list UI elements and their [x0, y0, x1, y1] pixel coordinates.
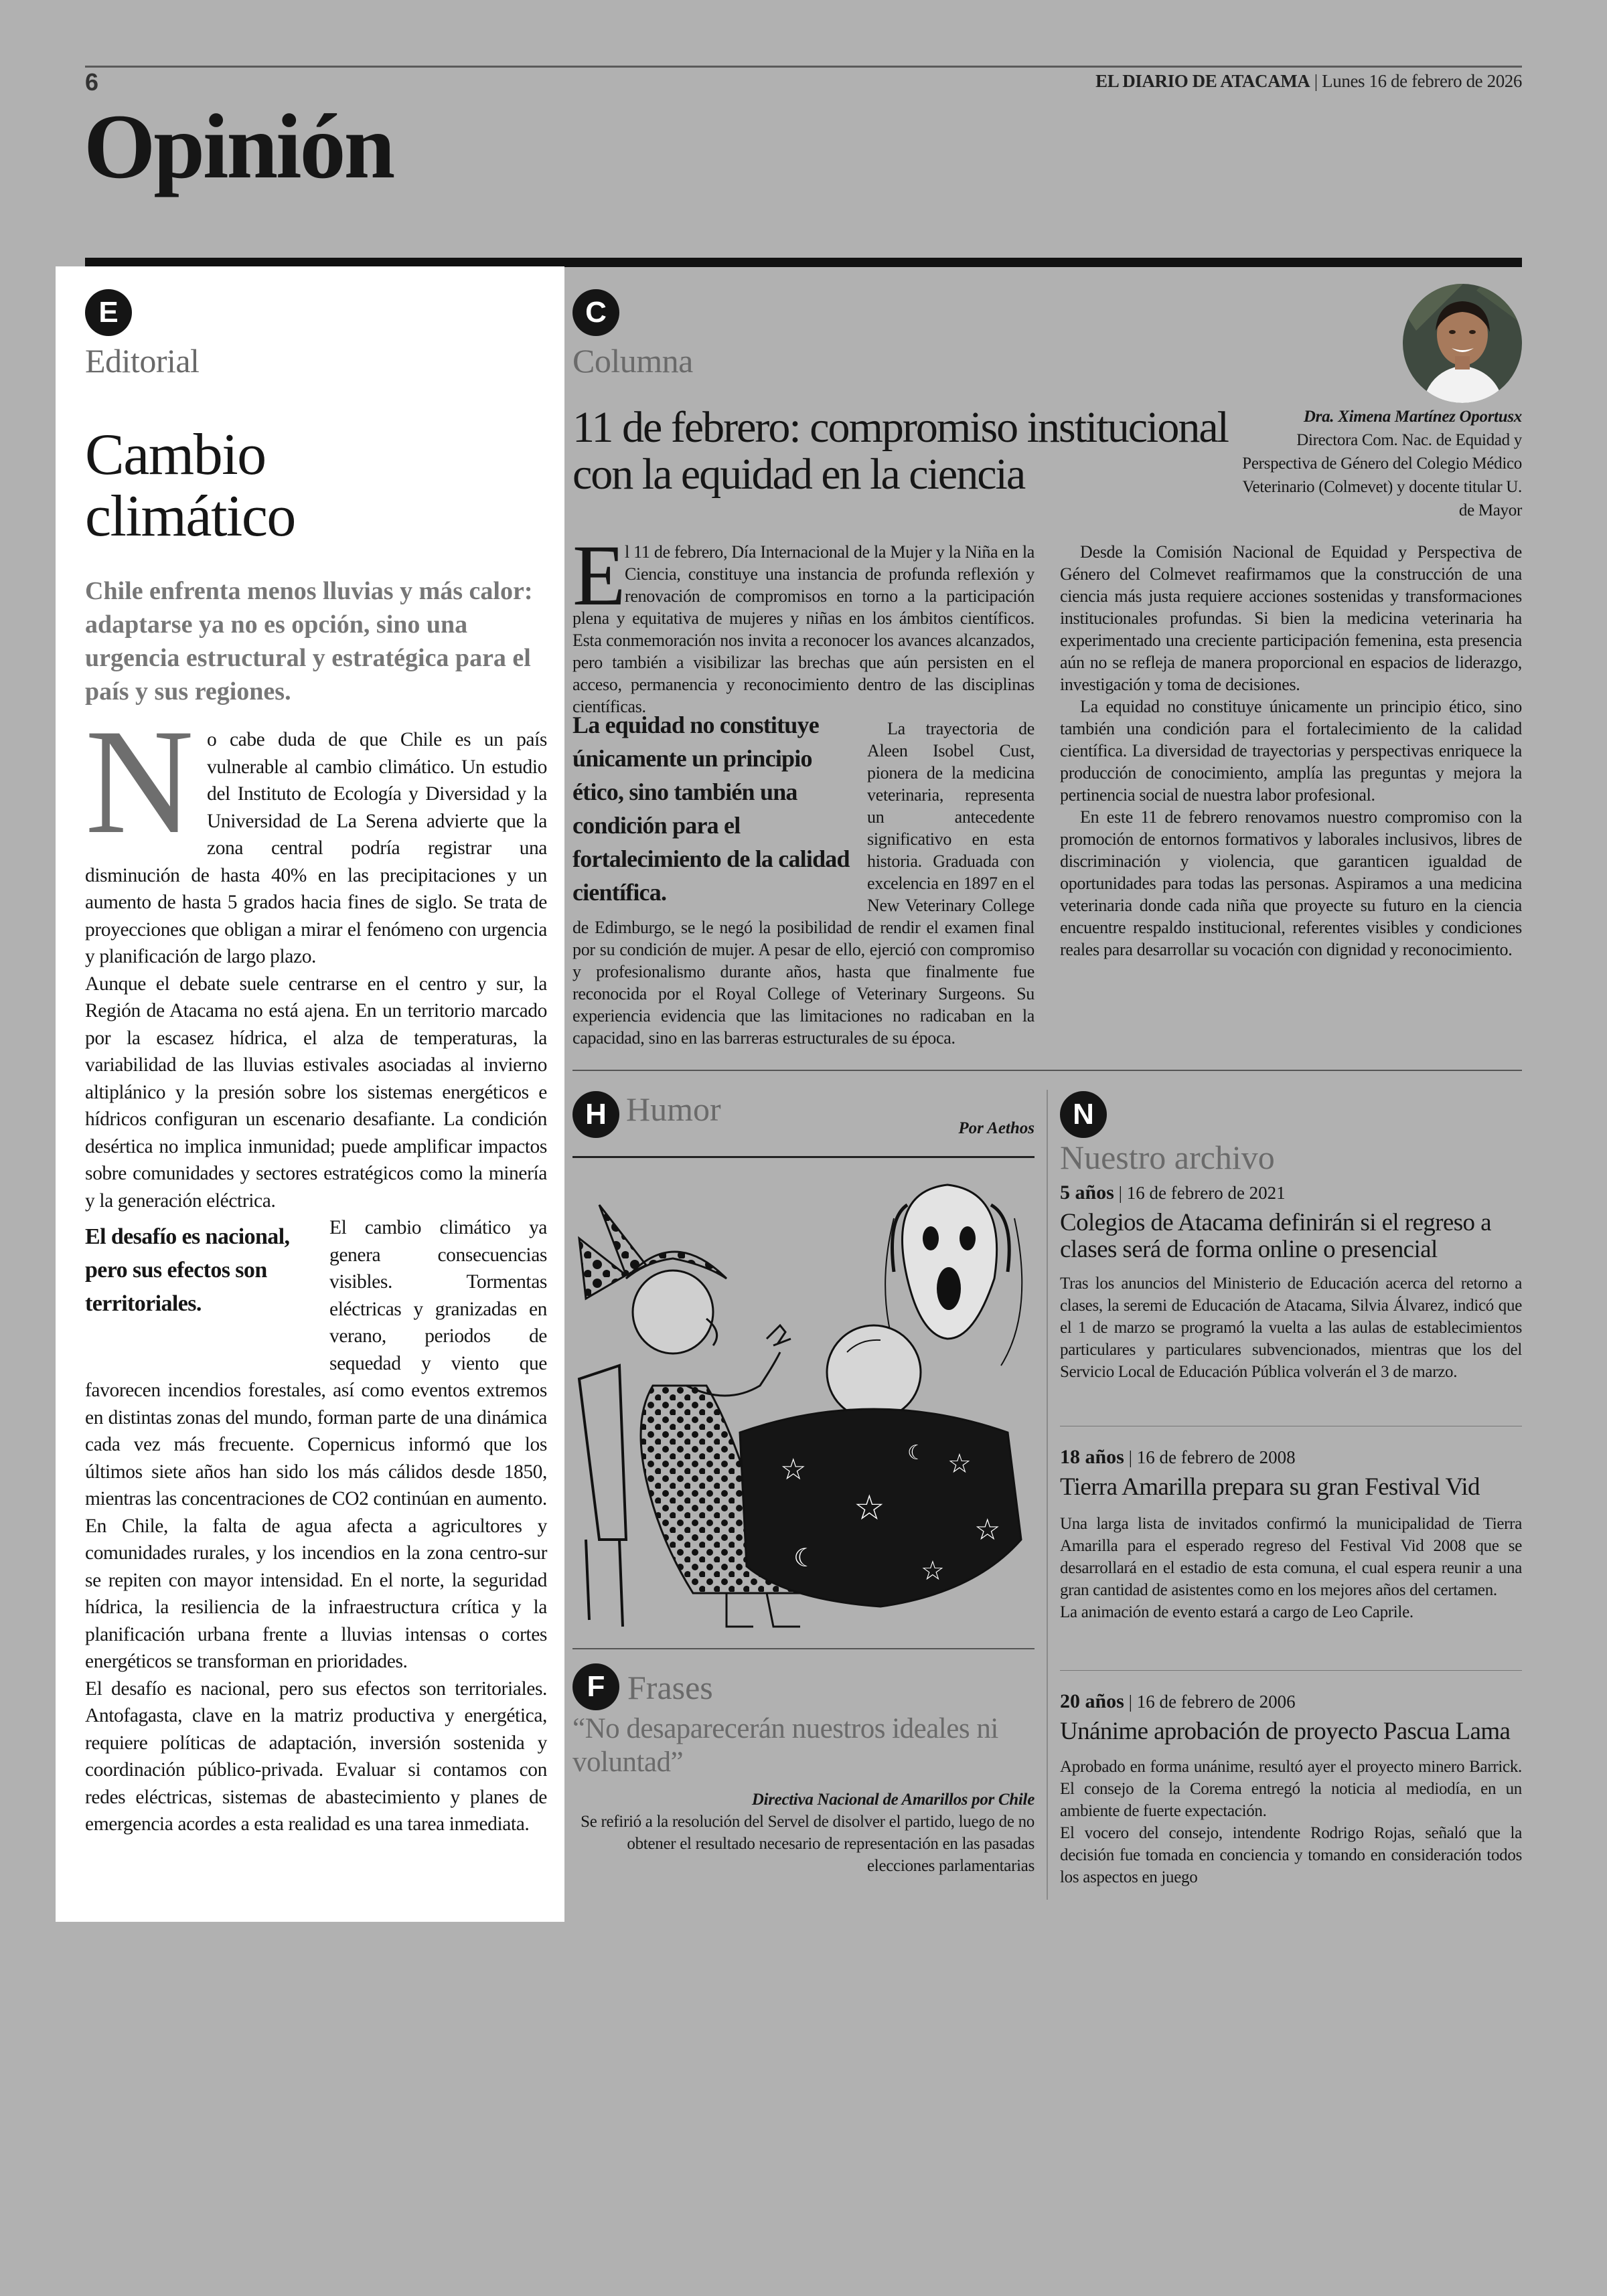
svg-text:☾: ☾: [907, 1441, 925, 1465]
archive-title: Unánime aprobación de proyecto Pascua Lama: [1060, 1718, 1511, 1745]
cartoon-illustration: [572, 1165, 1035, 1633]
archive-title: Tierra Amarilla prepara su gran Festival Vid: [1060, 1473, 1480, 1501]
column-paragraph-text: l 11 de febrero, Día Internacional de la Mujer y la Niña en la Ciencia, constituye una instancia de profunda reflexión y renovación de compromisos en torno a la participación plena y equitativa de mujeres y niñas en los ámbitos científicos. Esta conmemoración nos invita a reconocer los avances alcanzados, pero también a visibilizar las brechas que aún persisten en el acceso, permanencia y reconocimiento dentro de las disciplinas científicas.: [572, 542, 1035, 716]
column-paragraph: Desde la Comisión Nacional de Equidad y Perspectiva de Género del Colmevet reafirmamos que la construcción de una ciencia más justa requiere acciones sostenidas y transformaciones institucionales profundas. Si bien la medicina veterinaria ha experimentado una creciente participación femenina, esta presencia aún no se refleja de manera proporcional en espacios de liderazgo, investigación y toma de decisiones.: [1060, 542, 1522, 694]
editorial-title: [85, 424, 295, 548]
archive-years: 18 años: [1060, 1446, 1124, 1468]
archive-item-header: 20 años | 16 de febrero de 2006: [1060, 1690, 1296, 1712]
editorial-paragraph: Aunque el debate suele centrarse en el centro y sur, la Región de Atacama no está ajena. En un territorio marcado por la escasez hídrica, el alza de temperaturas, la variabilidad de las lluvias estivales asociadas al invierno altiplánico y la presión sobre los sistemas energéticos e hídricos configuran un escenario desafiante. La condición desértica no implica inmunidad; puede amplificar impactos sobre comunidades y sectores estratégicos como la minería y la generación eléctrica.: [85, 973, 547, 1212]
column-title: 11 de febrero: compromiso institucional con la equidad en la ciencia: [572, 403, 1228, 499]
archive-years: 5 años: [1060, 1181, 1114, 1204]
masthead: [1095, 71, 1522, 92]
column-author: [1241, 405, 1522, 522]
column-dropcap: E: [572, 541, 626, 624]
column-paragraph: La trayectoria de Aleen Isobel Cust, pionera de la medicina veterinaria, representa un antecedente significativo en esta historia. Graduada con excelencia en 1897 en el New Veterinary College de Edimburgo, se le negó la posibilidad de rendir el examen final por su condición de mujer. A pesar de ello, ejerció con compromiso y profesionalismo durante años, hasta que finalmente fue reconocida por el Royal College of Veterinary Surgeons. Su experiencia evidencia que las limitaciones no radicaban en la capacidad, sino en las barreras estructurales de su época.: [572, 719, 1035, 1048]
column-bottom-rule: [572, 1070, 1522, 1071]
editorial-title-line: climático: [85, 484, 295, 549]
humor-rule: [572, 1156, 1035, 1158]
editorial-lead: Chile enfrenta menos lluvias y más calor: adaptarse ya no es opción, sino una urgencia estructural y estratégica para el país y sus regiones.: [85, 577, 533, 706]
column-text-right: [1060, 541, 1522, 961]
section-rule: [85, 258, 1522, 267]
frases-badge: F: [572, 1663, 619, 1710]
paper-name: EL DIARIO DE ATACAMA: [1095, 71, 1310, 91]
archive-body: Aprobado en forma unánime, resultó ayer el proyecto minero Barrick. El consejo de la Corema entregó la noticia al mediodía, en un ambiente de fuerte expectación.: [1060, 1758, 1522, 1820]
top-rule: [85, 66, 1522, 68]
archive-years: 20 años: [1060, 1690, 1124, 1712]
humor-credit: Por Aethos: [958, 1119, 1035, 1137]
archive-rule: [1060, 1670, 1522, 1671]
frases-quote: “No desaparecerán nuestros ideales ni voluntad”: [572, 1713, 998, 1778]
editorial-pull-quote: El desafío es nacional, pero sus efectos son territoriales.: [85, 1224, 290, 1316]
author-role: Directora Com. Nac. de Equidad y Perspectiva de Género del Colegio Médico Veterinario (Colmevet) y docente titular U. de Mayor: [1242, 431, 1522, 519]
editorial-kicker: Editorial: [85, 342, 200, 380]
editorial-paragraph: El desafío es nacional, pero sus efectos son territoriales. Antofagasta, clave en la matriz productiva y energética, requiere políticas de adaptación, inversión sostenida y coordinación público-privada. Evaluar si contamos con redes eléctricas, sistemas de abastecimiento y planes de emergencia acordes a esta realidad es una tarea inmediata.: [85, 1677, 547, 1835]
svg-text:☆: ☆: [780, 1453, 807, 1487]
svg-text:☆: ☆: [921, 1556, 945, 1586]
editorial-dropcap: N: [85, 698, 194, 865]
frases-source: Directiva Nacional de Amarillos por Chile: [751, 1791, 1035, 1809]
archive-badge: N: [1060, 1091, 1107, 1138]
column-paragraph: La equidad no constituye únicamente un principio ético, sino también una condición para el fortalecimiento de la calidad científica. La diversidad de trayectorias y perspectivas enriquece la producción de conocimiento, amplía las preguntas y mejora la pertinencia social de nuestra labor profesional.: [1060, 697, 1522, 805]
archive-date: 16 de febrero de 2008: [1136, 1447, 1296, 1467]
archive-date: 16 de febrero de 2021: [1126, 1183, 1286, 1203]
archive-date: 16 de febrero de 2006: [1136, 1692, 1296, 1712]
svg-text:☾: ☾: [793, 1543, 817, 1572]
archive-item-header: 18 años | 16 de febrero de 2008: [1060, 1446, 1296, 1468]
archive-item: [1060, 1447, 1522, 1623]
humor-badge: H: [572, 1091, 619, 1138]
archive-kicker: Nuestro archivo: [1060, 1139, 1275, 1176]
frases-context: Se refirió a la resolución del Servel de disolver el partido, luego de no obtener el resultado necesario de representación en las pasadas elecciones parlamentarias: [581, 1813, 1035, 1875]
issue-date: Lunes 16 de febrero de 2026: [1322, 71, 1522, 91]
archive-body: La animación de evento estará a cargo de Leo Caprile.: [1060, 1603, 1413, 1621]
column-kicker: Columna: [572, 342, 693, 380]
column-paragraph: En este 11 de febrero renovamos nuestro compromiso con la promoción de entornos formativos y laborales inclusivos, libres de discriminación y violencia, que garanticen igualdad de oportunidades para todas las personas. Aspiramos a una medicina veterinaria donde cada niña que proyecte su futuro en la ciencia encuentre respaldo institucional, referentes visibles y condiciones reales para desarrollar su vocación con dignidad y reconocimiento.: [1060, 807, 1522, 959]
column-badge: C: [572, 289, 619, 336]
archive-body: Tras los anuncios del Ministerio de Educación acerca del retorno a clases, la seremi de Educación de Atacama, Silvia Álvarez, indicó que el 1 de marzo se programó la vuelta a las aulas de establecimientos particulares y particulares subvencionados, mientras que los del Servicio Local de Educación Pública volverán el 3 de marzo.: [1060, 1275, 1522, 1381]
page-number: 6: [85, 68, 99, 96]
column-pull-quote: La equidad no constituye únicamente un principio ético, sino también una condición para el fortalecimiento de la calidad científica.: [572, 712, 850, 906]
archive-item-header: 5 años | 16 de febrero de 2021: [1060, 1181, 1286, 1204]
archive-item: [1060, 1692, 1522, 1888]
humor-bottom-rule: [572, 1648, 1035, 1649]
archive-body: Una larga lista de invitados confirmó la municipalidad de Tierra Amarilla para el esperado regreso del Festival Vid 2008 que se desarrollará en el estadio de esta comuna, el cual espera reunir a una gran cantidad de asistentes como en los mejores años del certamen.: [1060, 1515, 1522, 1599]
svg-text:☆: ☆: [974, 1513, 1001, 1547]
archive-item: [1060, 1183, 1522, 1383]
svg-text:☆: ☆: [854, 1488, 885, 1528]
editorial-paragraph: El cambio climático ya genera consecuencias visibles. Tormentas eléctricas y granizadas en verano, periodos de sequedad y viento que favorecen incendios forestales, así como eventos extremos en distintas zonas del mundo, forman parte de una dinámica cada vez más frecuente. Copernicus informó que los últimos siete años han sido los más cálidos desde 1850, mientras las concentraciones de CO2 continúan en aumento.: [85, 1217, 547, 1509]
editorial-title-line: Cambio: [85, 422, 266, 487]
archive-title: Colegios de Atacama definirán si el regreso a clases será de forma online o presencial: [1060, 1209, 1491, 1263]
masthead-separator: |: [1314, 71, 1318, 91]
editorial-paragraph: En Chile, la falta de agua afecta a agricultores y comunidades rurales, y los incendios en la zona centro-sur se repiten con mayor intensidad. En el norte, la seguridad hídrica, la resiliencia de la infraestructura crítica y la planificación urbana frente a lluvias intensas o cortes energéticos se transforman en prioridades.: [85, 1515, 547, 1672]
frases-kicker: Frases: [627, 1669, 713, 1706]
author-name: Dra. Ximena Martínez Oportusx: [1303, 408, 1522, 426]
editorial-paragraph: o cabe duda de que Chile es un país vulnerable al cambio climático. Un estudio del Instituto de Ecología y Diversidad y la Universidad de La Serena advierte que la zona central podría registrar una disminución de hasta 40% en las precipitaciones y un aumento de hasta 5 grados hacia fines de siglo. Se trata de proyecciones que obligan a mirar el fenómeno con urgencia y planificación de largo plazo.: [85, 729, 547, 967]
svg-text:☆: ☆: [947, 1449, 972, 1479]
editorial-badge: E: [85, 289, 132, 336]
author-photo: [1403, 284, 1522, 403]
humor-kicker: Humor: [626, 1090, 721, 1128]
section-title: Opinión: [84, 95, 394, 197]
frases-attribution: [572, 1789, 1035, 1877]
archive-body: El vocero del consejo, intendente Rodrigo Rojas, señaló que la decisión fue tomada en conciencia y tomando en consideración todos los aspectos en juego: [1060, 1824, 1522, 1886]
column-paragraph: [572, 541, 1035, 718]
column-divider: [1047, 1090, 1048, 1900]
